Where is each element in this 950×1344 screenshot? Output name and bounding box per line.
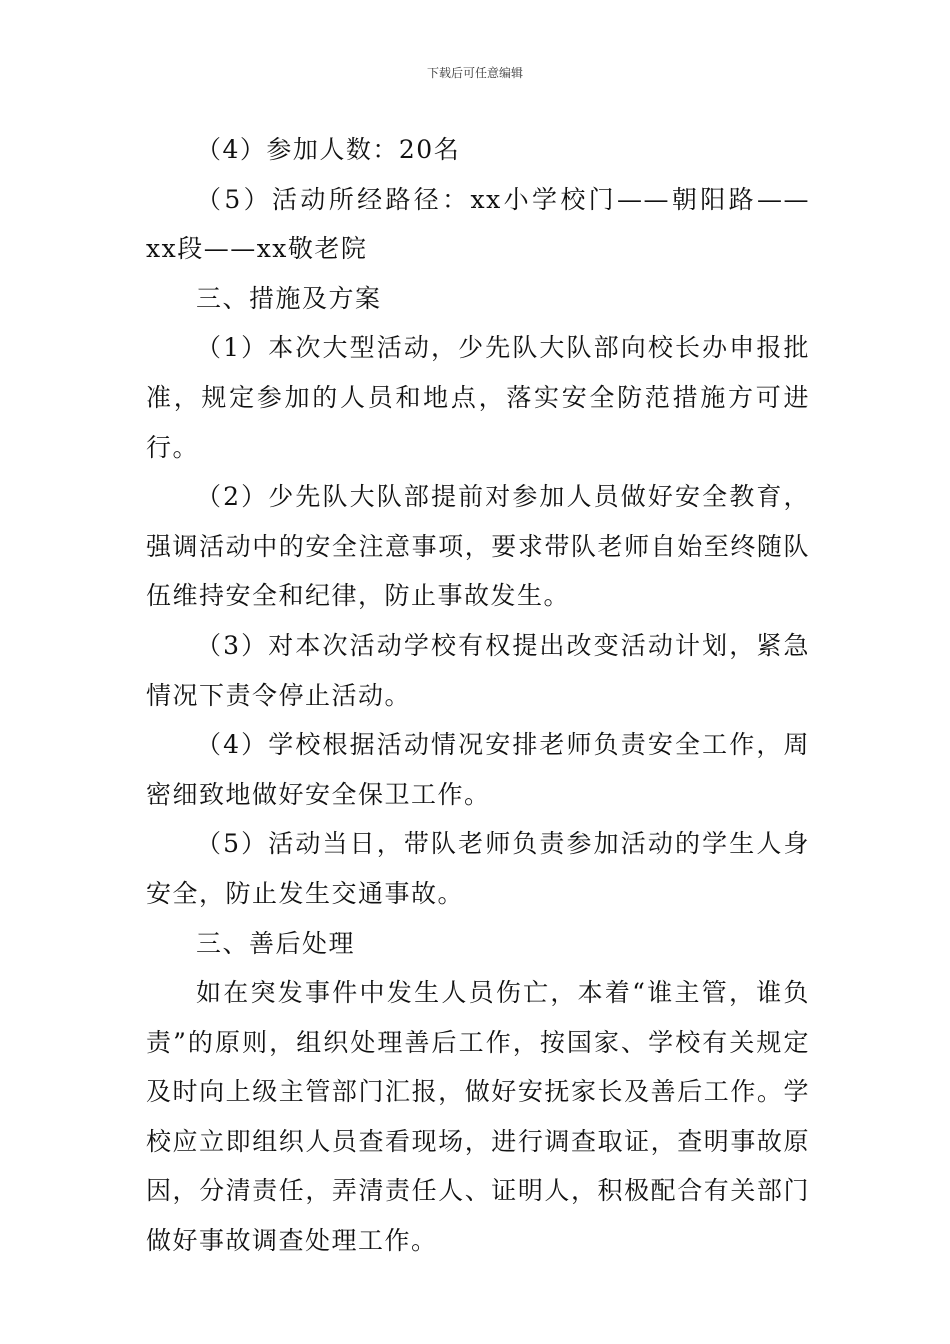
paragraph-measure-5: （5）活动当日，带队老师负责参加活动的学生人身安全，防止发生交通事故。	[146, 829, 810, 908]
paragraph-participants: （4）参加人数：20名	[196, 135, 461, 164]
paragraph-measure-4: （4）学校根据活动情况安排老师负责安全工作，周密细致地做好安全保卫工作。	[146, 730, 810, 809]
paragraph-measure-3: （3）对本次活动学校有权提出改变活动计划，紧急情况下责令停止活动。	[146, 630, 810, 710]
page-header: 下载后可任意编辑	[426, 66, 523, 80]
section-heading-aftermath: 三、善后处理	[196, 928, 356, 958]
paragraph-aftermath: 如在突发事件中发生人员伤亡，本着“谁主管，谁负责”的原则，组织处理善后工作，按国家、学校有关规定及时向上级主管部门汇报，做好安抚家长及善后工作。学校应立即组织人员查看现场，进行调查取证，查明事故原因，分清责任，弄清责任人、证明人，积极配合有关部门做好事故调查处理工作。	[146, 978, 810, 1256]
paragraph-route: （5）活动所经路径：xx小学校门——朝阳路—— xx段——xx敬老院	[146, 184, 810, 264]
section-heading-measures: 三、措施及方案	[196, 283, 382, 313]
paragraph-measure-2: （2）少先队大队部提前对参加人员做好安全教育，强调活动中的安全注意事项，要求带队老师自始至终随队伍维持安全和纪律，防止事故发生。	[146, 482, 810, 611]
document-body	[146, 125, 810, 1266]
paragraph-measure-1: （1）本次大型活动，少先队大队部向校长办申报批准，规定参加的人员和地点，落实安全防范措施方可进行。	[146, 333, 810, 462]
